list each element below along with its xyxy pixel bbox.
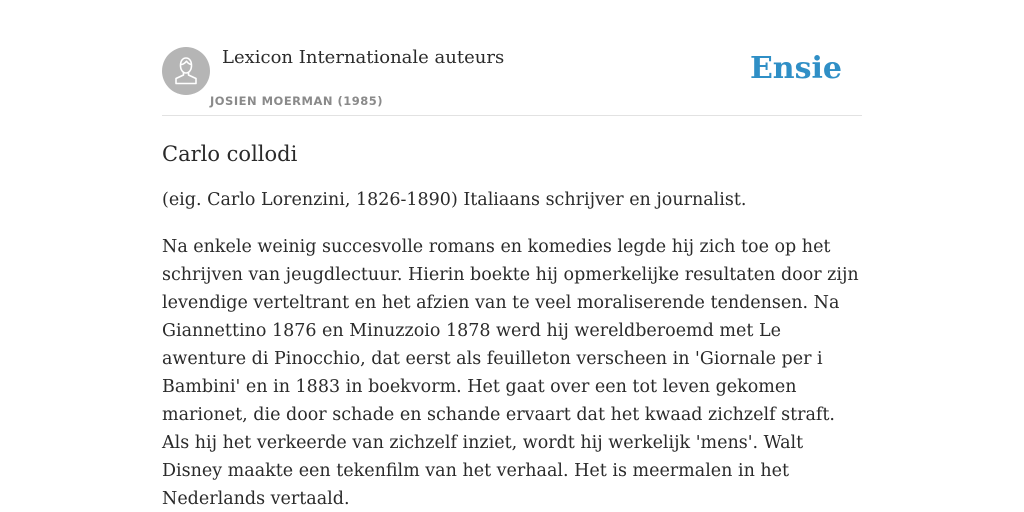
intro-paragraph: (eig. Carlo Lorenzini, 1826-1890) Italiaans schrijver en journalist.: [162, 190, 747, 210]
author-avatar[interactable]: [162, 47, 210, 95]
author-name: JOSIEN MOERMAN (1985): [210, 94, 384, 108]
source-header: [162, 0, 862, 116]
body-paragraph: Na enkele weinig succesvolle romans en komedies legde hij zich toe op het schrijven van jeugdlectuur. Hierin boekte hij opmerkelijke resultaten door zijn levendige verteltrant en het afzien van te veel moraliserende tendensen. Na Giannettino 1876 en Minuzzoio 1878 werd hij wereldberoemd met Le awenture di Pinocchio, dat eerst als feuilleton verscheen in 'Giornale per i Bambini' en in 1883 in boekvorm. Het gaat over een tot leven gekomen marionet, die door schade en schande ervaart dat het kwaad zichzelf straft. Als hij het verkeerde van zichzelf inziet, wordt hij werkelijk 'mens'. Walt Disney maakte een tekenfilm van het verhaal. Het is meermalen in het Nederlands vertaald.: [162, 237, 859, 509]
source-title[interactable]: Lexicon Internationale auteurs: [222, 47, 505, 68]
user-silhouette-icon: [162, 47, 210, 95]
ensie-logo[interactable]: Ensie: [749, 51, 842, 86]
article: [162, 136, 862, 512]
entry-title: Carlo collodi: [162, 142, 298, 166]
